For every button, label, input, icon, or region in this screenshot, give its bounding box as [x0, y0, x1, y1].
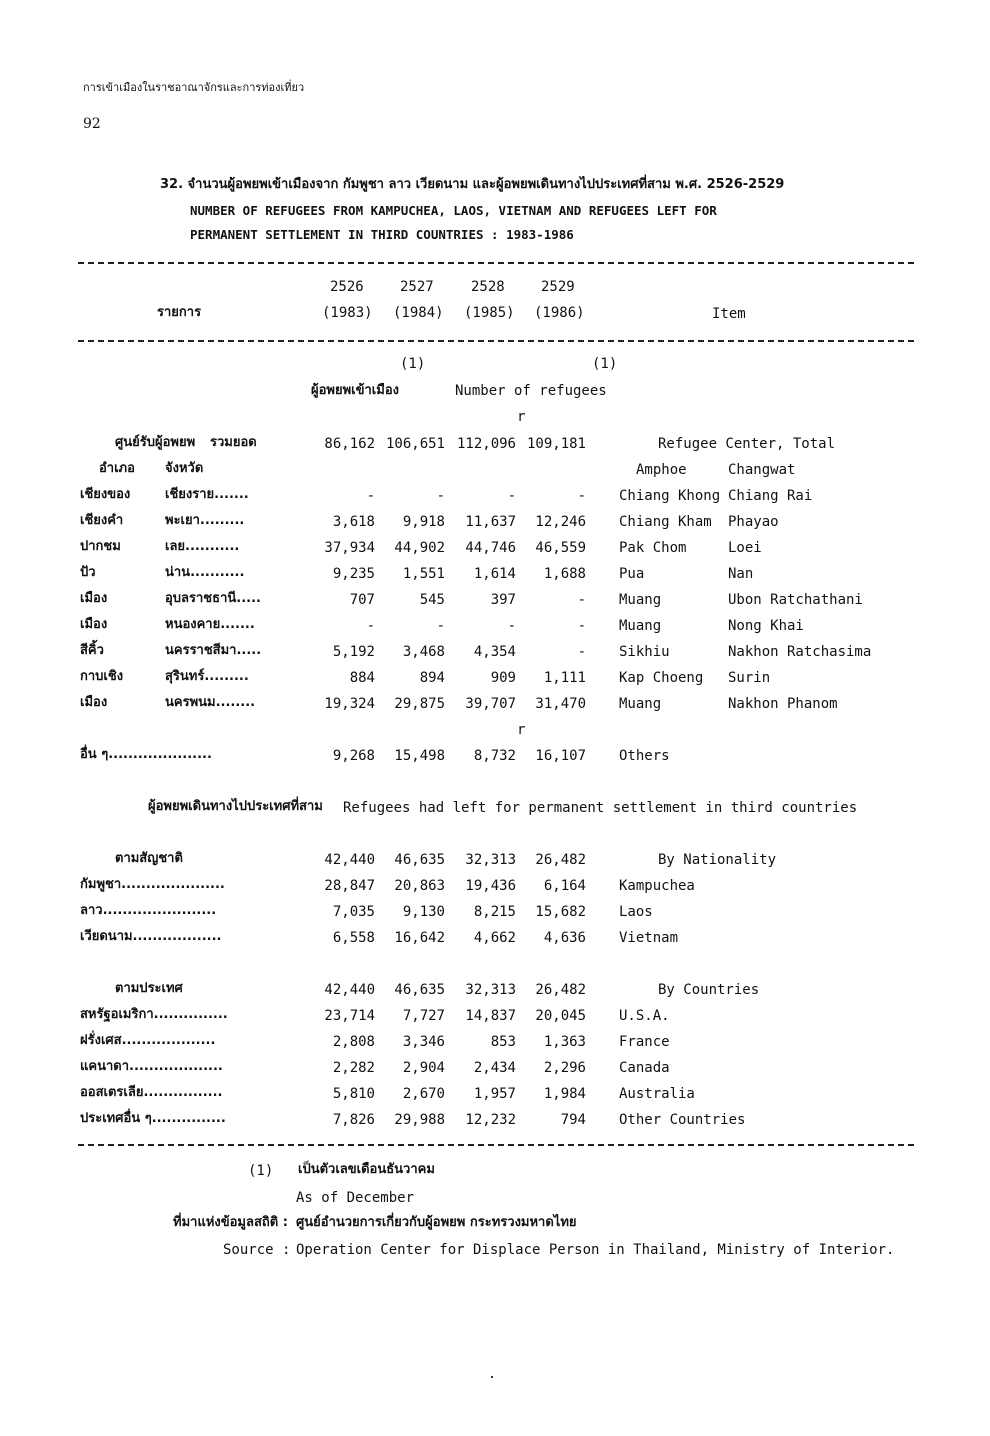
value-1984: 44,902	[394, 540, 445, 556]
section2-heading-english: Refugees had left for permanent settlement in third countries	[343, 800, 858, 816]
value-1983: 37,934	[324, 540, 375, 556]
nationality-label-thai: ลาว.......................	[80, 903, 217, 918]
value-1984: 29,875	[394, 696, 445, 712]
subheader-changwat-thai: จังหวัด	[165, 461, 204, 476]
nationality-label-english: Kampuchea	[619, 878, 695, 894]
changwat-thai: สุรินทร์.........	[165, 669, 249, 684]
value-1983: 7,826	[332, 1112, 375, 1128]
col-header-item-thai: รายการ	[157, 305, 202, 320]
changwat-english: Surin	[728, 670, 771, 686]
value-1986: 1,111	[543, 670, 586, 686]
value-1984: 16,642	[394, 930, 445, 946]
country-label-english: France	[619, 1034, 670, 1050]
value-1986: 31,470	[535, 696, 586, 712]
value-1984: 3,346	[402, 1034, 445, 1050]
changwat-english: Chiang Rai	[728, 488, 813, 504]
amphoe-english: Muang	[619, 618, 662, 634]
value-1986: 1,984	[543, 1086, 586, 1102]
changwat-english: Nong Khai	[728, 618, 804, 634]
by-country-label-english: By Countries	[658, 982, 760, 998]
value-1985: 19,436	[465, 878, 516, 894]
value-1986: 794	[560, 1112, 586, 1128]
table-title-english-line1: NUMBER OF REFUGEES FROM KAMPUCHEA, LAOS, VIETNAM AND REFUGEES LEFT FOR	[190, 203, 717, 218]
value-1984: 9,130	[402, 904, 445, 920]
changwat-english: Phayao	[728, 514, 779, 530]
amphoe-thai: เชียงของ	[80, 487, 131, 502]
amphoe-thai: สีคิ้ว	[80, 643, 104, 658]
amphoe-english: Muang	[619, 592, 662, 608]
changwat-english: Nakhon Phanom	[728, 696, 838, 712]
col-year-1-ad: (1983)	[322, 305, 373, 321]
amphoe-thai: เมือง	[80, 695, 108, 710]
value-1985: 12,232	[465, 1112, 516, 1128]
value-1986: -	[577, 592, 586, 608]
total-label-thai-b: รวมยอด	[210, 435, 257, 450]
by-country-label-thai: ตามประเทศ	[115, 981, 183, 996]
changwat-english: Nakhon Ratchasima	[728, 644, 872, 660]
others-value-1983: 9,268	[332, 748, 375, 764]
value-1983: 2,282	[332, 1060, 375, 1076]
table-title-thai: 32. จำนวนผู้อพยพเข้าเมืองจาก กัมพูชา ลาว เวียดนาม และผู้อพยพเดินทางไปประเทศที่สาม พ.ศ. 2526-2529	[160, 177, 785, 192]
value-1986: 1,363	[543, 1034, 586, 1050]
value-1986: 6,164	[543, 878, 586, 894]
amphoe-thai: ปากชม	[80, 539, 121, 554]
amphoe-thai: เชียงคำ	[80, 513, 124, 528]
changwat-thai: นครราชสีมา.....	[165, 643, 262, 658]
section2-heading-thai: ผู้อพยพเดินทางไปประเทศที่สาม	[148, 799, 323, 814]
section1-heading-english: Number of refugees	[455, 383, 607, 399]
value-1985: -	[507, 488, 516, 504]
value-1984: 2,904	[402, 1060, 445, 1076]
others-label-thai: อื่น ๆ.....................	[80, 747, 212, 762]
value-1986: -	[577, 488, 586, 504]
total-value-1984: 106,651	[385, 436, 445, 452]
nationality-label-thai: เวียดนาม..................	[80, 929, 222, 944]
revised-mark-1: r	[517, 409, 526, 425]
changwat-english: Ubon Ratchathani	[728, 592, 863, 608]
header-rule	[78, 340, 914, 342]
others-label-english: Others	[619, 748, 670, 764]
source-label: Source :	[223, 1242, 291, 1258]
value-1985: 4,662	[473, 930, 516, 946]
col-year-1-thai: 2526	[330, 279, 364, 295]
value-1985: 11,637	[465, 514, 516, 530]
total-value-1983: 86,162	[324, 436, 375, 452]
value-1985: -	[507, 618, 516, 634]
value-1983: -	[366, 618, 375, 634]
nationality-total-1986: 26,482	[535, 852, 586, 868]
value-1983: 23,714	[324, 1008, 375, 1024]
value-1984: -	[436, 488, 445, 504]
col-year-4-ad: (1986)	[534, 305, 585, 321]
total-value-1985: 112,096	[456, 436, 516, 452]
country-label-english: Canada	[619, 1060, 670, 1076]
changwat-thai: หนองคาย.......	[165, 617, 255, 632]
value-1983: 28,847	[324, 878, 375, 894]
nationality-label-english: Laos	[619, 904, 653, 920]
value-1984: 3,468	[402, 644, 445, 660]
col-year-4-thai: 2529	[541, 279, 575, 295]
col-year-2-ad: (1984)	[393, 305, 444, 321]
amphoe-thai: ปัว	[80, 565, 96, 580]
value-1984: 1,551	[402, 566, 445, 582]
nationality-total-1983: 42,440	[324, 852, 375, 868]
value-1983: 9,235	[332, 566, 375, 582]
amphoe-thai: เมือง	[80, 617, 108, 632]
by-nationality-label-english: By Nationality	[658, 852, 777, 868]
subheader-amphoe-thai: อำเภอ	[99, 461, 135, 476]
section1-heading-thai: ผู้อพยพเข้าเมือง	[311, 383, 399, 398]
value-1985: 909	[490, 670, 516, 686]
changwat-thai: อุบลราชธานี.....	[165, 591, 261, 606]
value-1986: 46,559	[535, 540, 586, 556]
value-1983: 5,810	[332, 1086, 375, 1102]
running-header-title: การเข้าเมืองในราชอาณาจักรและการท่องเที่ยว	[83, 81, 305, 94]
value-1984: 7,727	[402, 1008, 445, 1024]
footnote-note-english: As of December	[296, 1190, 415, 1206]
note-mark-right: (1)	[592, 356, 618, 372]
revised-mark-2: r	[517, 722, 526, 738]
value-1986: 2,296	[543, 1060, 586, 1076]
others-value-1985: 8,732	[473, 748, 516, 764]
scan-speck	[491, 1376, 493, 1378]
total-value-1986: 109,181	[526, 436, 586, 452]
country-label-english: Other Countries	[619, 1112, 746, 1128]
value-1984: 29,988	[394, 1112, 445, 1128]
total-label-english: Refugee Center, Total	[658, 436, 836, 452]
country-total-1983: 42,440	[324, 982, 375, 998]
note-mark-left: (1)	[400, 356, 426, 372]
value-1986: 20,045	[535, 1008, 586, 1024]
value-1985: 1,614	[473, 566, 516, 582]
country-label-thai: แคนาดา...................	[80, 1059, 223, 1074]
footnote-note-thai: เป็นตัวเลขเดือนธันวาคม	[298, 1162, 435, 1177]
value-1985: 8,215	[473, 904, 516, 920]
value-1983: -	[366, 488, 375, 504]
total-label-thai-a: ศูนย์รับผู้อพยพ	[115, 435, 196, 450]
nationality-label-thai: กัมพูชา.....................	[80, 877, 225, 892]
country-label-thai: ประเทศอื่น ๆ...............	[80, 1111, 226, 1126]
amphoe-english: Kap Choeng	[619, 670, 704, 686]
value-1983: 6,558	[332, 930, 375, 946]
page-number: 92	[83, 116, 101, 132]
by-nationality-label-thai: ตามสัญชาติ	[115, 851, 183, 866]
nationality-total-1984: 46,635	[394, 852, 445, 868]
amphoe-thai: เมือง	[80, 591, 108, 606]
amphoe-english: Pak Chom	[619, 540, 687, 556]
amphoe-english: Pua	[619, 566, 645, 582]
value-1986: -	[577, 618, 586, 634]
amphoe-english: Chiang Khong	[619, 488, 721, 504]
value-1983: 2,808	[332, 1034, 375, 1050]
value-1986: 1,688	[543, 566, 586, 582]
others-value-1986: 16,107	[535, 748, 586, 764]
value-1983: 5,192	[332, 644, 375, 660]
amphoe-english: Sikhiu	[619, 644, 670, 660]
value-1983: 884	[349, 670, 375, 686]
country-label-thai: ออสเตรเลีย................	[80, 1085, 223, 1100]
value-1984: -	[436, 618, 445, 634]
value-1985: 1,957	[473, 1086, 516, 1102]
changwat-thai: น่าน...........	[165, 565, 245, 580]
changwat-thai: เลย...........	[165, 539, 240, 554]
value-1985: 397	[490, 592, 516, 608]
col-year-3-ad: (1985)	[464, 305, 515, 321]
nationality-total-1985: 32,313	[465, 852, 516, 868]
value-1986: 4,636	[543, 930, 586, 946]
changwat-thai: เชียงราย.......	[165, 487, 249, 502]
value-1985: 853	[490, 1034, 516, 1050]
changwat-thai: นครพนม........	[165, 695, 256, 710]
value-1983: 707	[349, 592, 375, 608]
value-1984: 545	[419, 592, 445, 608]
value-1984: 9,918	[402, 514, 445, 530]
subheader-amphoe-english: Amphoe	[636, 462, 687, 478]
source-english: Operation Center for Displace Person in Thailand, Ministry of Interior.	[296, 1242, 895, 1258]
value-1985: 44,746	[465, 540, 516, 556]
nationality-label-english: Vietnam	[619, 930, 679, 946]
value-1985: 39,707	[465, 696, 516, 712]
value-1986: 15,682	[535, 904, 586, 920]
value-1983: 3,618	[332, 514, 375, 530]
subheader-changwat-english: Changwat	[728, 462, 796, 478]
changwat-english: Loei	[728, 540, 762, 556]
country-total-1984: 46,635	[394, 982, 445, 998]
amphoe-english: Muang	[619, 696, 662, 712]
col-header-item-english: Item	[712, 306, 746, 322]
changwat-english: Nan	[728, 566, 754, 582]
value-1983: 19,324	[324, 696, 375, 712]
amphoe-thai: กาบเชิง	[80, 669, 124, 684]
country-total-1986: 26,482	[535, 982, 586, 998]
footnote-mark: (1)	[248, 1163, 274, 1179]
country-label-english: Australia	[619, 1086, 695, 1102]
value-1984: 20,863	[394, 878, 445, 894]
source-thai-label: ที่มาแห่งข้อมูลสถิติ :	[173, 1215, 288, 1230]
amphoe-english: Chiang Kham	[619, 514, 712, 530]
value-1986: 12,246	[535, 514, 586, 530]
value-1985: 2,434	[473, 1060, 516, 1076]
country-label-thai: ฝรั่งเศส...................	[80, 1033, 216, 1048]
country-total-1985: 32,313	[465, 982, 516, 998]
col-year-3-thai: 2528	[471, 279, 505, 295]
top-rule	[78, 262, 914, 264]
value-1984: 2,670	[402, 1086, 445, 1102]
value-1985: 14,837	[465, 1008, 516, 1024]
changwat-thai: พะเยา.........	[165, 513, 245, 528]
source-thai: ศูนย์อำนวยการเกี่ยวกับผู้อพยพ กระทรวงมหาดไทย	[296, 1215, 577, 1230]
value-1985: 4,354	[473, 644, 516, 660]
country-label-thai: สหรัฐอเมริกา...............	[80, 1007, 228, 1022]
bottom-rule	[78, 1144, 914, 1146]
value-1986: -	[577, 644, 586, 660]
col-year-2-thai: 2527	[400, 279, 434, 295]
table-title-english-line2: PERMANENT SETTLEMENT IN THIRD COUNTRIES : 1983-1986	[190, 227, 574, 242]
value-1983: 7,035	[332, 904, 375, 920]
value-1984: 894	[419, 670, 445, 686]
country-label-english: U.S.A.	[619, 1008, 670, 1024]
others-value-1984: 15,498	[394, 748, 445, 764]
